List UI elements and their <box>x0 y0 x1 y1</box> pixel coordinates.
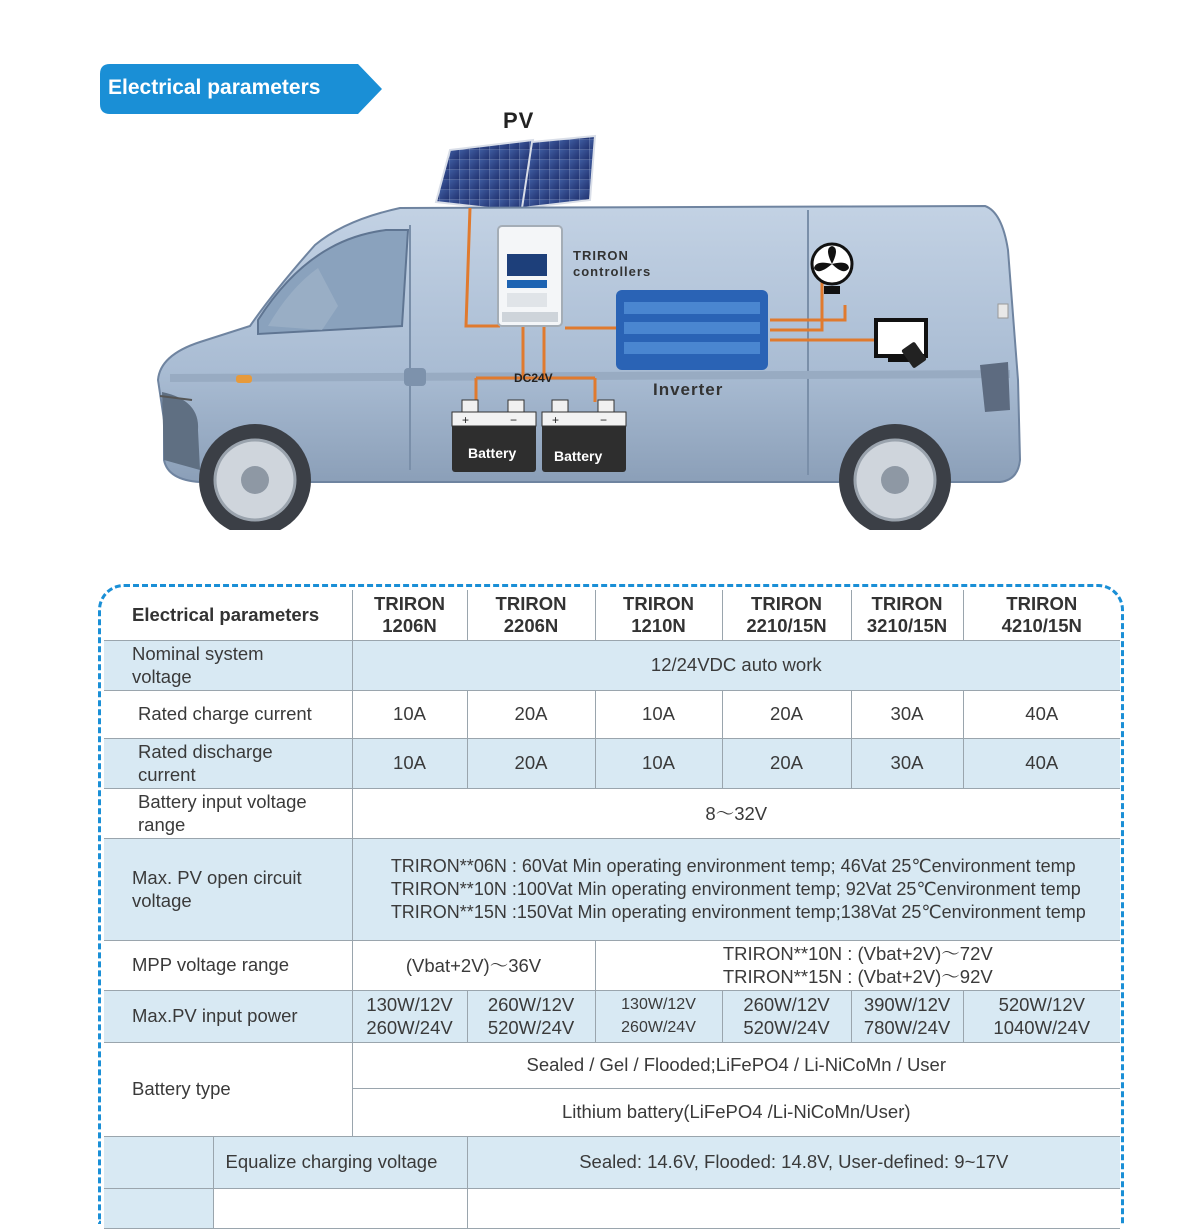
max-pv-power-4210-15n: 520W/12V 1040W/24V <box>963 990 1120 1042</box>
max-pv-power-3210-15n: 390W/12V 780W/24V <box>851 990 963 1042</box>
rated-charge-4210-15n: 40A <box>963 690 1120 738</box>
battery-2-minus: − <box>600 413 608 427</box>
header-electrical-parameters: Electrical parameters <box>104 590 352 640</box>
equalize-label: Equalize charging voltage <box>213 1136 467 1188</box>
rated-discharge-2206n: 20A <box>467 738 595 788</box>
battery-type-value-2: Lithium battery(LiFePO4 /Li-NiCoMn/User) <box>352 1088 1120 1136</box>
table-header-row <box>104 590 1120 640</box>
model-3210-15n: TRIRON 3210/15N <box>851 590 963 640</box>
table-row-battery-input <box>104 788 1120 838</box>
triron-controller <box>498 226 562 326</box>
rated-discharge-4210-15n: 40A <box>963 738 1120 788</box>
model-4210-15n: TRIRON 4210/15N <box>963 590 1120 640</box>
rated-charge-2206n: 20A <box>467 690 595 738</box>
battery-type-value-1: Sealed / Gel / Flooded;LiFePO4 / Li-NiCoMn / User <box>352 1042 1120 1088</box>
battery-1-minus: − <box>510 413 518 427</box>
model-2210-15n: TRIRON 2210/15N <box>722 590 851 640</box>
mpp-value-10-15n: TRIRON**10N : (Vbat+2V)～72V TRIRON**15N : (Vbat+2V)～92V <box>595 940 1120 990</box>
table-row-battery-type-1 <box>104 1042 1120 1088</box>
battery-1-label: Battery <box>468 445 517 461</box>
nominal-voltage-value: 12/24VDC auto work <box>352 640 1120 690</box>
max-pv-power-1210n: 130W/12V 260W/24V <box>595 990 722 1042</box>
solar-panels <box>436 136 595 212</box>
table-row-next <box>104 1188 1120 1228</box>
max-pv-power-label: Max.PV input power <box>104 990 352 1042</box>
controller-label-line2: controllers <box>573 264 652 279</box>
battery-input-label: Battery input voltage range <box>104 788 352 838</box>
equalize-value: Sealed: 14.6V, Flooded: 14.8V, User-defined: 9~17V <box>467 1136 1120 1188</box>
next-row-value-cell <box>467 1188 1120 1228</box>
pv-label: PV <box>503 108 535 133</box>
rated-discharge-2210-15n: 20A <box>722 738 851 788</box>
next-row-label-cell <box>213 1188 467 1228</box>
table-row-equalize <box>104 1136 1120 1188</box>
battery-2-plus: + <box>552 413 560 427</box>
max-pv-power-2210-15n: 260W/12V 520W/24V <box>722 990 851 1042</box>
inverter-label: Inverter <box>653 380 724 399</box>
inverter <box>616 290 768 370</box>
rated-charge-3210-15n: 30A <box>851 690 963 738</box>
model-2206n: TRIRON 2206N <box>467 590 595 640</box>
controller-label-line1: TRIRON <box>573 248 629 263</box>
van-system-diagram <box>140 130 1040 530</box>
model-1210n: TRIRON 1210N <box>595 590 722 640</box>
table-row-mpp-range <box>104 940 1120 990</box>
table-row-max-pv-power <box>104 990 1120 1042</box>
nominal-voltage-label: Nominal system voltage <box>104 640 352 690</box>
table-row-rated-charge <box>104 690 1120 738</box>
battery-2-label: Battery <box>554 448 603 464</box>
table-row-nominal-voltage <box>104 640 1120 690</box>
max-pv-power-1206n: 130W/12V 260W/24V <box>352 990 467 1042</box>
battery-input-value: 8～32V <box>352 788 1120 838</box>
rated-discharge-3210-15n: 30A <box>851 738 963 788</box>
max-pv-open-line-06n: TRIRON**06N : 60Vat Min operating environment temp; 46Vat 25℃environment temp <box>390 855 1076 876</box>
max-pv-open-value <box>352 838 1120 940</box>
table-row-max-pv-open-circuit <box>104 838 1120 940</box>
mpp-label: MPP voltage range <box>104 940 352 990</box>
rated-discharge-label: Rated discharge current <box>104 738 352 788</box>
table-row-rated-discharge <box>104 738 1120 788</box>
rated-discharge-1206n: 10A <box>352 738 467 788</box>
battery-type-label: Battery type <box>104 1042 352 1136</box>
rated-charge-label: Rated charge current <box>104 690 352 738</box>
electrical-parameters-table <box>104 590 1120 1229</box>
rated-charge-2210-15n: 20A <box>722 690 851 738</box>
rated-charge-1210n: 10A <box>595 690 722 738</box>
charging-group-cell-cont <box>104 1188 213 1228</box>
rated-charge-1206n: 10A <box>352 690 467 738</box>
charging-group-cell <box>104 1136 213 1188</box>
max-pv-open-label: Max. PV open circuit voltage <box>104 838 352 940</box>
model-1206n: TRIRON 1206N <box>352 590 467 640</box>
battery-1-plus: + <box>462 413 470 427</box>
max-pv-power-2206n: 260W/12V 520W/24V <box>467 990 595 1042</box>
max-pv-open-line-15n: TRIRON**15N :150Vat Min operating environment temp;138Vat 25℃environment temp <box>390 901 1086 922</box>
max-pv-open-line-10n: TRIRON**10N :100Vat Min operating environment temp; 92Vat 25℃environment temp <box>390 878 1081 899</box>
section-tag-label: Electrical parameters <box>108 76 321 99</box>
rated-discharge-1210n: 10A <box>595 738 722 788</box>
mpp-value-06n: (Vbat+2V)～36V <box>352 940 595 990</box>
dc-voltage-label: DC24V <box>514 371 553 385</box>
